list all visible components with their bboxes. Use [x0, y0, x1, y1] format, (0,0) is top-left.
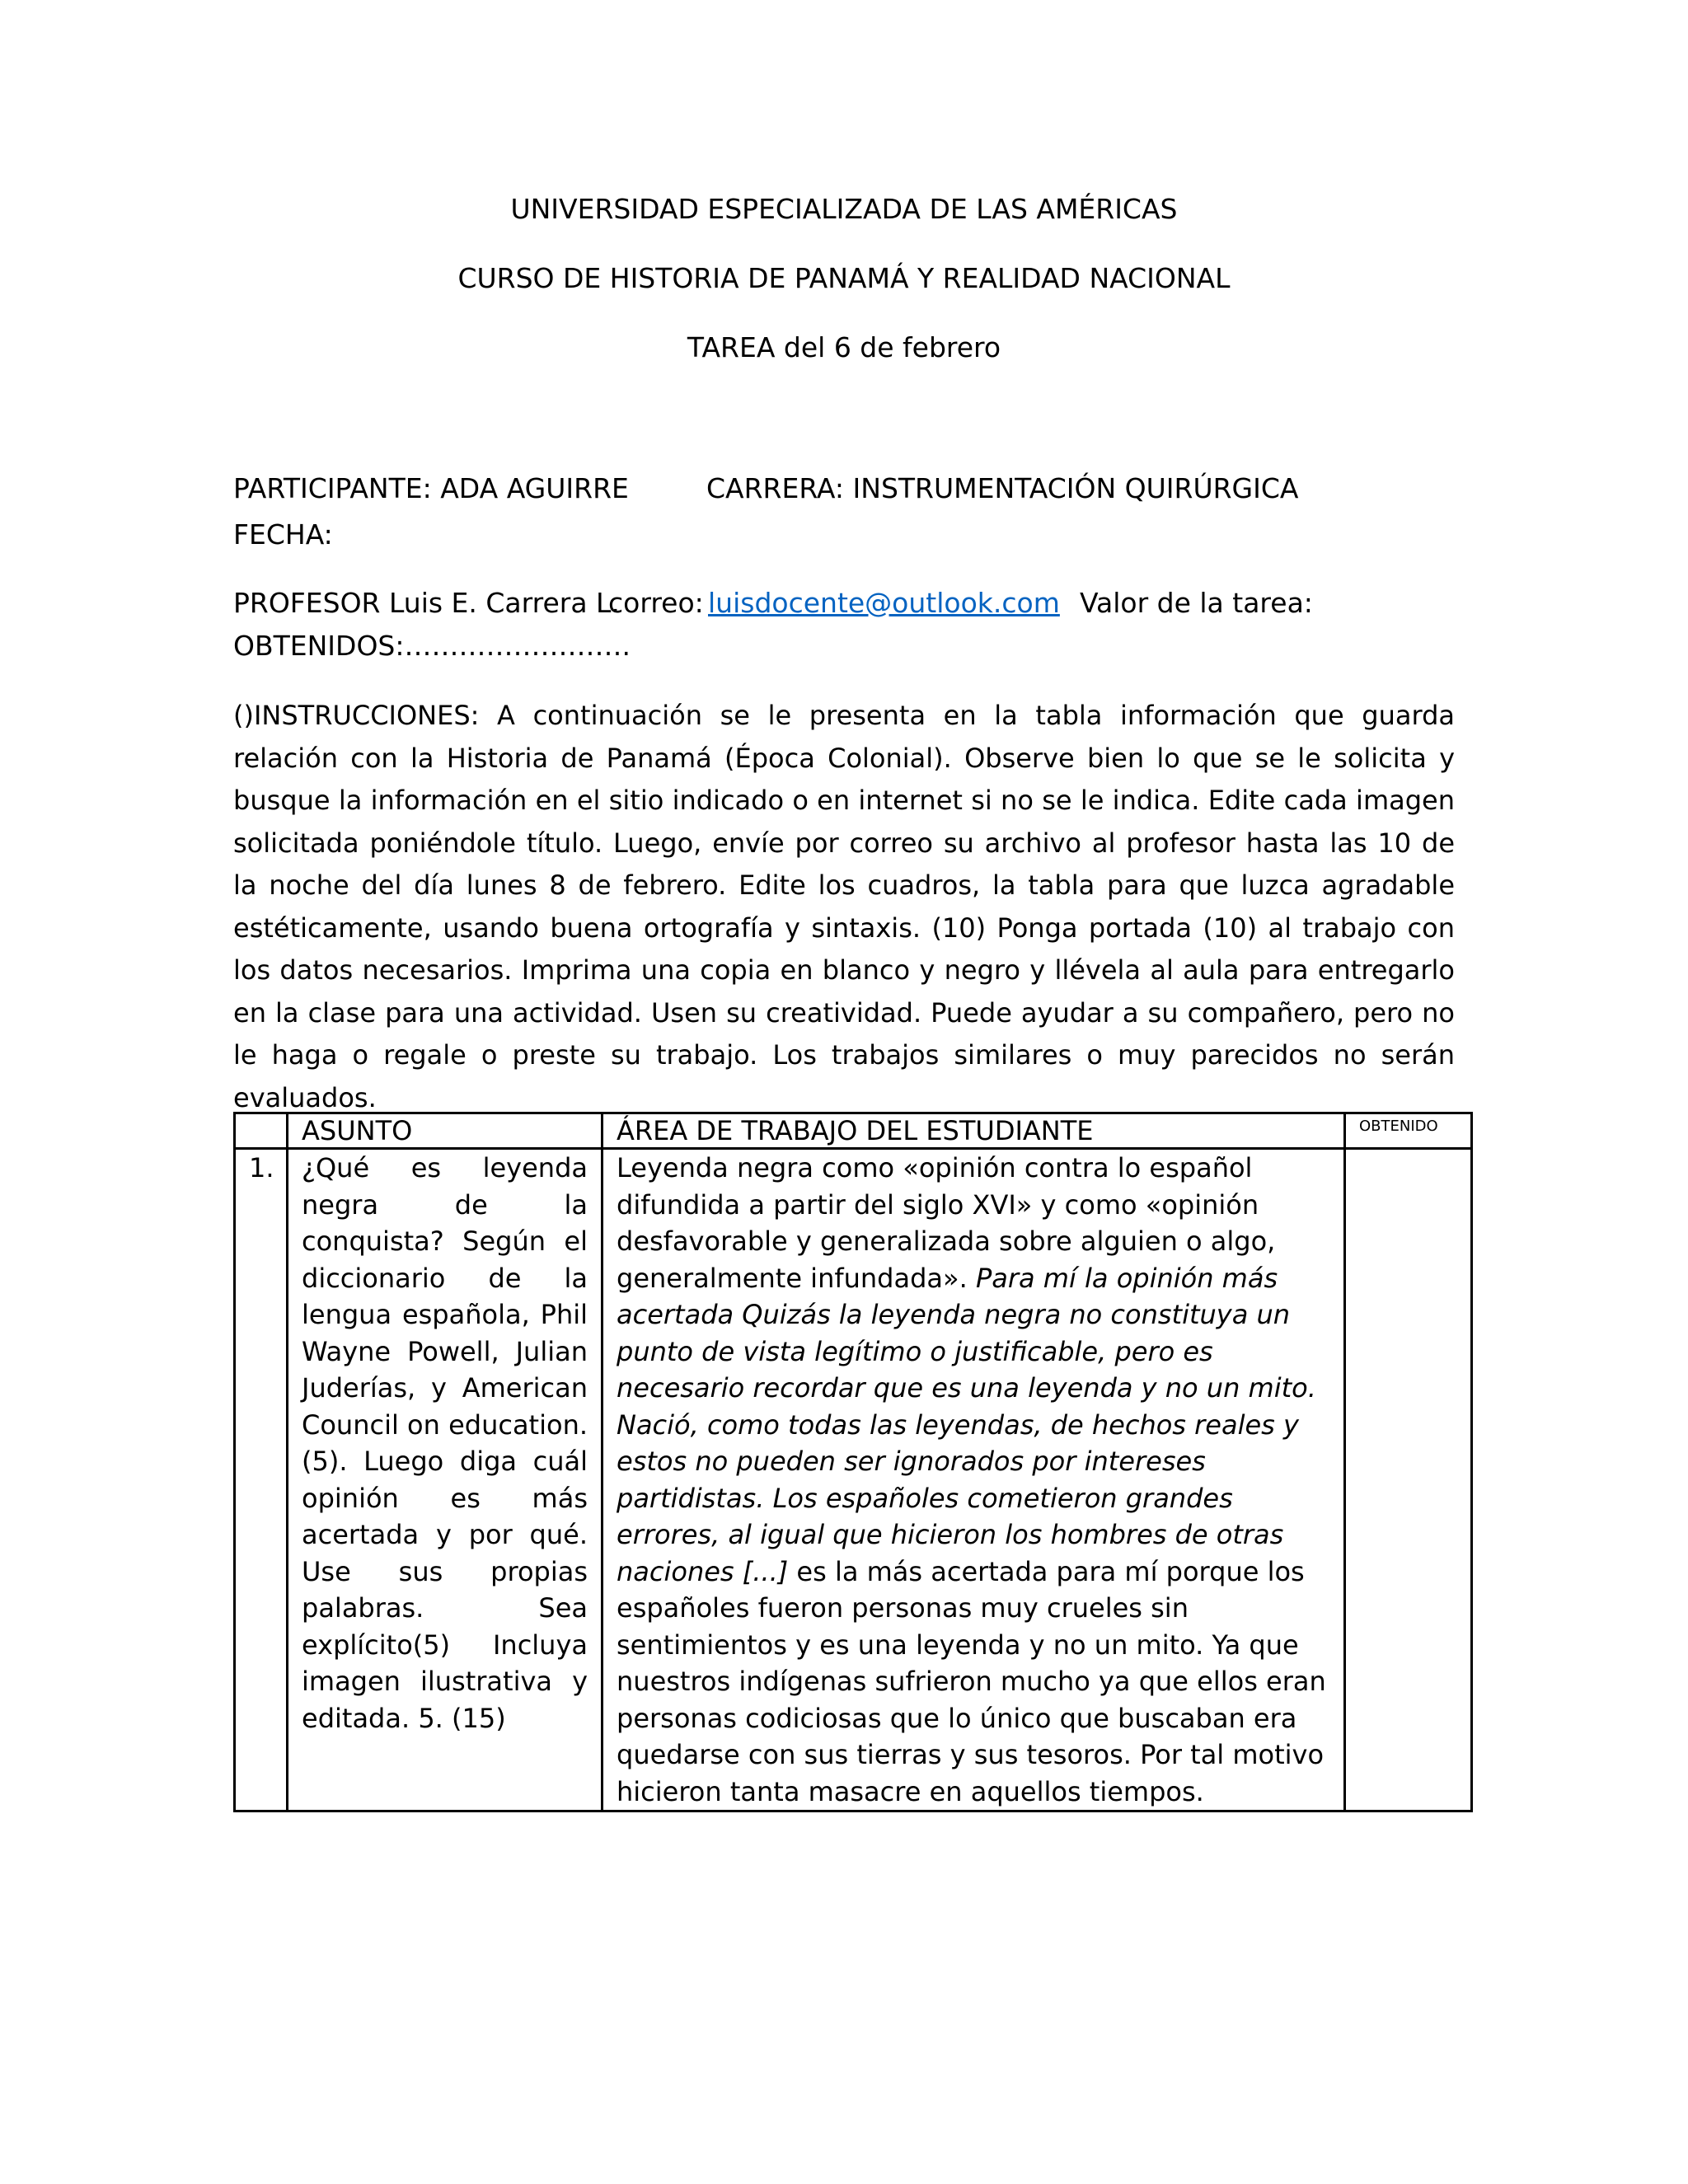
- header-area: ÁREA DE TRABAJO DEL ESTUDIANTE: [603, 1113, 1345, 1149]
- header-obtenido: OBTENIDO: [1345, 1113, 1472, 1149]
- instructions-paragraph: ()INSTRUCCIONES: A continuación se le presenta en la tabla información que guarda relación con la Historia de Panamá (Época Colonial). Observe bien lo que se le solicita y busque la información en el sitio indicado o en internet si no se le indica. Edite cada imagen solicitada poniéndole título. Luego, envíe por correo su archivo al profesor hasta las 10 de la noche del día lunes 8 de febrero. Edite los cuadros, la tabla para que luzca agradable estéticamente, usando buena ortografía y sintaxis. (10) Ponga portada (10) al trabajo con los datos necesarios. Imprima una copia en blanco y negro y llévela al aula para entregarlo en la clase para una actividad. Usen su creatividad. Puede ayudar a su compañero, pero no le haga o regale o preste su trabajo. Los trabajos similares o muy parecidos no serán evaluados.: [233, 700, 1455, 1113]
- participant-field: PARTICIPANTE: ADA AGUIRRE: [233, 472, 629, 504]
- university-title: UNIVERSIDAD ESPECIALIZADA DE LAS AMÉRICAS: [510, 193, 1178, 225]
- assignment-table: [233, 1112, 1473, 1812]
- value-field: Valor de la tarea:: [1080, 587, 1313, 619]
- answer-rest: es la más acertada para mí porque los españoles fueron personas muy crueles sin sentimientos y es una leyenda y no un mito. Ya que nuestros indígenas sufrieron mucho ya que ellos eran personas codiciosas que lo único que buscaban era quedarse con sus tierras y sus tesoros. Por tal motivo hicieron tanta masacre en aquellos tiempos.: [617, 1555, 1326, 1807]
- asunto-cell: ¿Qué es leyenda negra de la conquista? Según el diccionario de la lengua española, Phil Wayne Powell, Julian Juderías, y American Council on education. (5). Luego diga cuál opinión es más acertada y por qué. Use sus propias palabras. Sea explícito(5) Incluya imagen ilustrativa y editada. 5. (15): [288, 1149, 603, 1811]
- assignment-title: TAREA del 6 de febrero: [687, 331, 1001, 363]
- header-asunto: ASUNTO: [288, 1113, 603, 1149]
- obtained-field: OBTENIDOS:…………………….: [233, 630, 631, 662]
- career-field: CARRERA: INSTRUMENTACIÓN QUIRÚRGICA: [706, 472, 1299, 504]
- obtenido-cell[interactable]: [1345, 1149, 1472, 1811]
- course-title: CURSO DE HISTORIA DE PANAMÁ Y REALIDAD NACIONAL: [457, 262, 1231, 294]
- answer-intro: Leyenda negra como «opinión contra lo español difundida a partir del siglo XVI» y como «opinión desfavorable y generalizada sobre alguien o algo, generalmente infundada».: [617, 1152, 1276, 1294]
- student-work-cell[interactable]: [603, 1149, 1345, 1811]
- row-number: 1.: [235, 1149, 288, 1811]
- date-field: FECHA:: [233, 518, 333, 551]
- email-link[interactable]: luisdocente@outlook.com: [708, 587, 1060, 619]
- header-num: [235, 1113, 288, 1149]
- answer-quote: Para mí la opinión más acertada Quizás la leyenda negra no constituya un punto de vista legítimo o justificable, pero es necesario recordar que es una leyenda y no un mito. Nació, como todas las leyendas, de hechos reales y estos no pueden ser ignorados por intereses partidistas. Los españoles cometieron grandes errores, al igual que hicieron los hombres de otras naciones [...]: [617, 1262, 1316, 1587]
- email-label: correo:: [608, 587, 704, 619]
- table-row: [235, 1149, 1472, 1811]
- professor-field: PROFESOR Luis E. Carrera L.: [233, 587, 620, 619]
- table-header-row: [235, 1113, 1472, 1149]
